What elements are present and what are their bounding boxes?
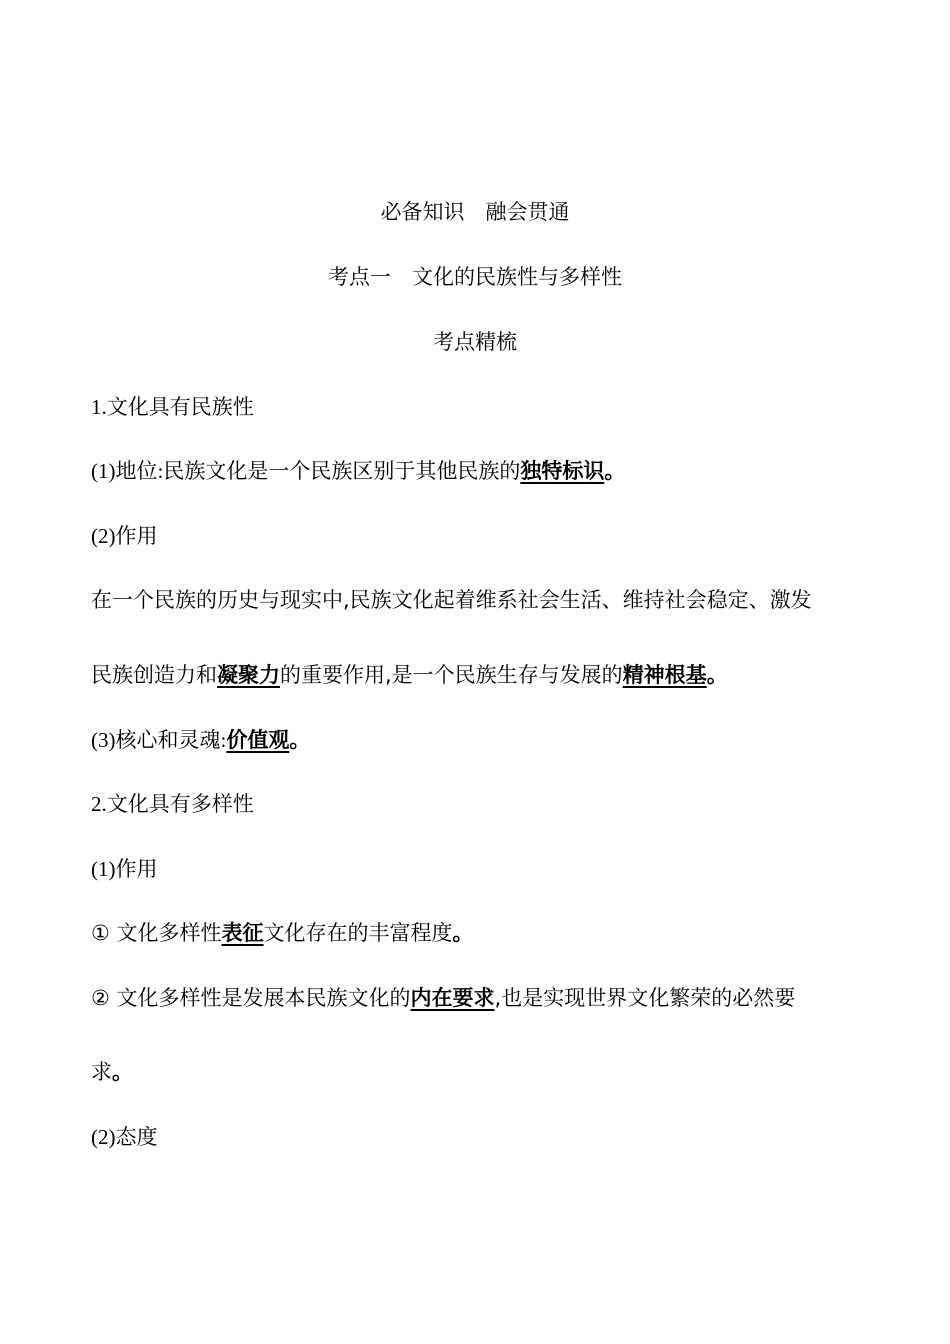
circled-number-1: ① [91, 921, 110, 945]
key-term: 凝聚力 [217, 663, 280, 687]
point1-role-line1: 在一个民族的历史与现实中,民族文化起着维系社会生活、维持社会稳定、激发 [91, 588, 812, 612]
point1-core: (3)核心和灵魂:价值观。 [91, 728, 311, 752]
point2-item1: ① 文化多样性表征文化存在的丰富程度。 [91, 921, 474, 945]
circled-number-2: ② [91, 986, 110, 1010]
point1-role-line2: 民族创造力和凝聚力的重要作用,是一个民族生存与发展的精神根基。 [91, 663, 728, 687]
key-term: 独特标识 [520, 459, 605, 483]
key-term: 精神根基 [622, 663, 707, 687]
section-title: 必备知识 融会贯通 [380, 200, 570, 224]
key-term: 表征 [221, 921, 264, 945]
key-term: 内在要求 [410, 986, 495, 1010]
point2-item2-line1: ② 文化多样性是发展本民族文化的内在要求,也是实现世界文化繁荣的必然要 [91, 986, 796, 1010]
point2-heading: 2.文化具有多样性 [91, 792, 254, 816]
point2-attitude-heading: (2)态度 [91, 1125, 158, 1149]
point1-role-heading: (2)作用 [91, 524, 158, 548]
topic-title: 考点一 文化的民族性与多样性 [328, 265, 622, 289]
point2-role-heading: (1)作用 [91, 857, 158, 881]
subtopic-title: 考点精梳 [433, 330, 517, 354]
point1-status: (1)地位:民族文化是一个民族区别于其他民族的独特标识。 [91, 459, 626, 483]
key-term: 价值观 [226, 728, 290, 752]
point1-heading: 1.文化具有民族性 [91, 395, 254, 419]
point2-item2-line2: 求。 [91, 1060, 133, 1084]
